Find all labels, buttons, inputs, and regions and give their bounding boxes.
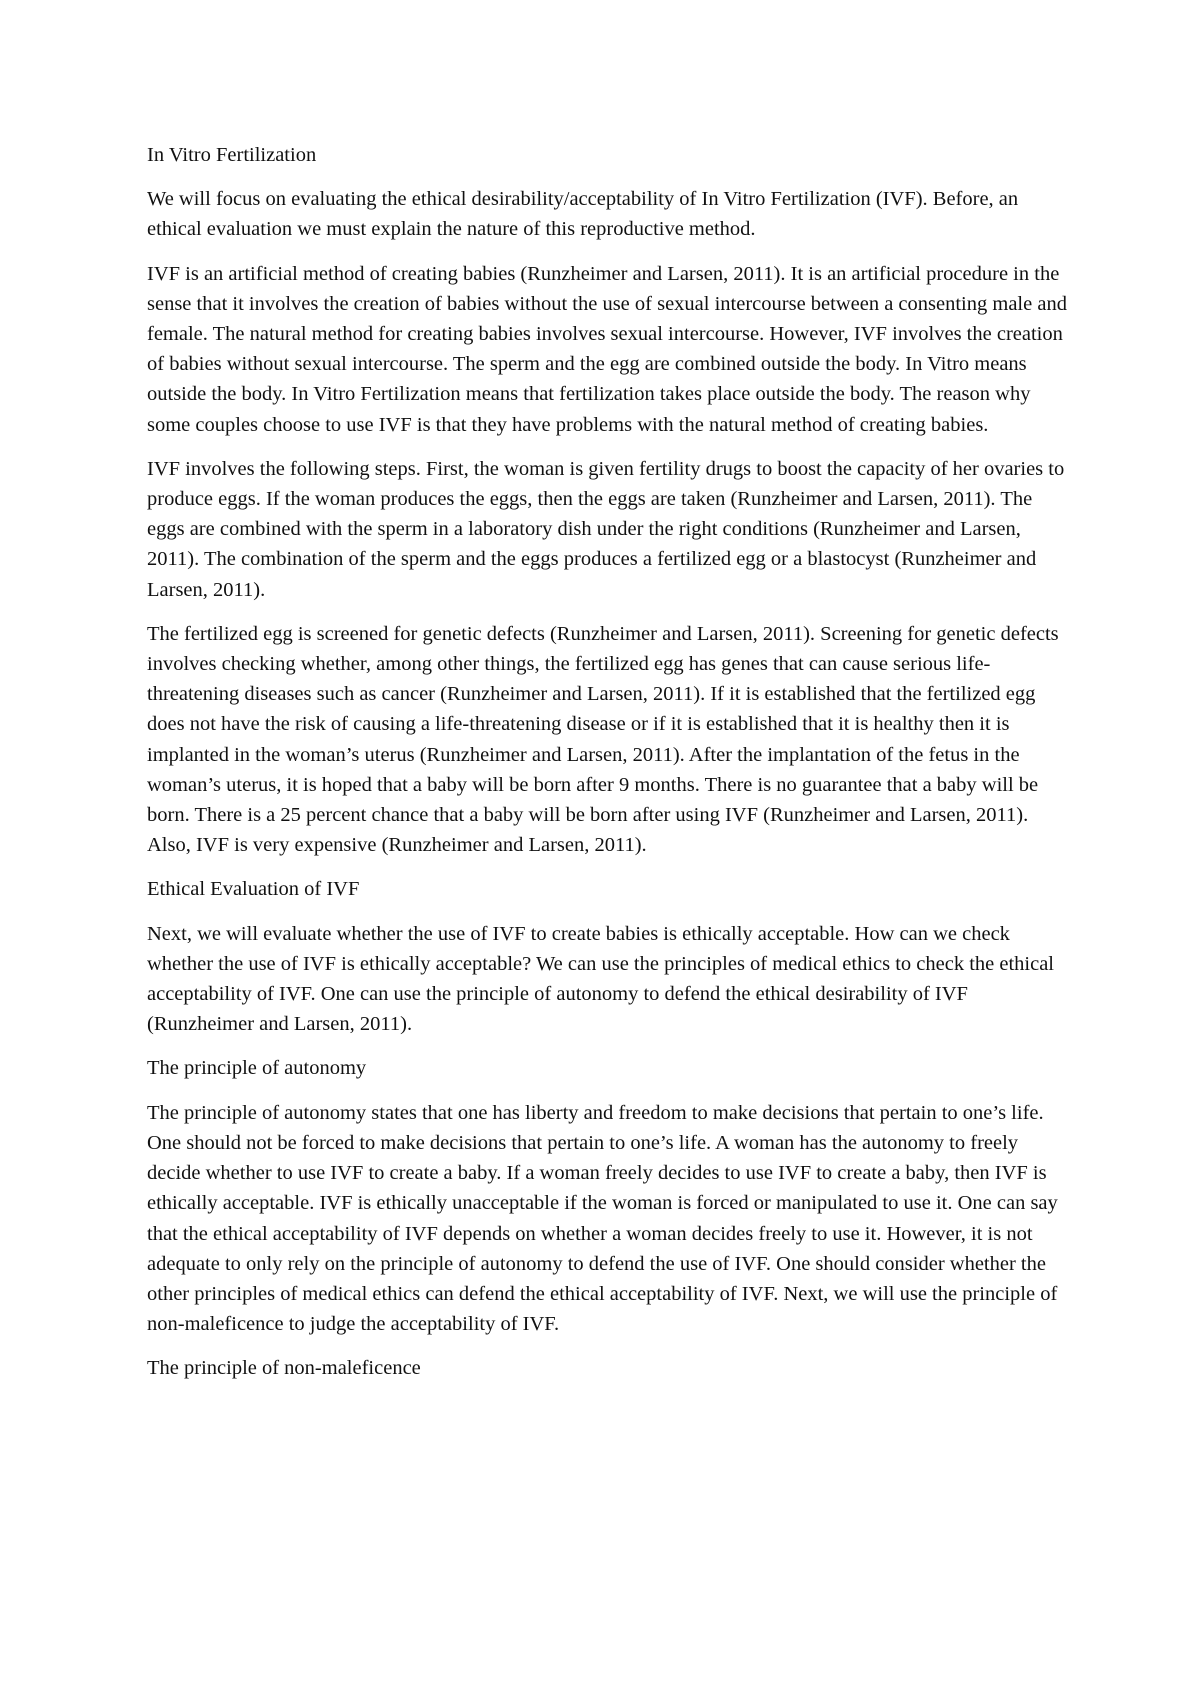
ethical-evaluation-paragraph: Next, we will evaluate whether the use of IVF to create babies is ethically acceptable. How can we check whether the use of IVF is ethically acceptable? We can use the principles of medical ethics to check the ethical acceptability of IVF. One can use the principle of autonomy to defend the ethical desirability of IVF (Runzheimer and Larsen, 2011).: [147, 922, 1055, 1036]
ethical-evaluation-heading: Ethical Evaluation of IVF: [147, 878, 360, 901]
steps-paragraph: IVF involves the following steps. First, the woman is given fertility drugs to boost the capacity of her ovaries to produce eggs. If the woman produces the eggs, then the eggs are taken (Runzheimer and Larsen, 2011). The eggs are combined with the sperm in a laboratory dish under the right conditions (Runzheimer and Larsen, 2011). The combination of the sperm and the eggs produces a fertilized egg or a blastocyst (Runzheimer and Larsen, 2011).: [147, 457, 1065, 601]
intro-paragraph: We will focus on evaluating the ethical desirability/acceptability of In Vitro Fertilization (IVF). Before, an ethical evaluation we must explain the nature of this reproductive method.: [147, 188, 1019, 241]
definition-paragraph: IVF is an artificial method of creating babies (Runzheimer and Larsen, 2011). It is an artificial procedure in the sense that it involves the creation of babies without the use of sexual intercourse between a consenting male and female. The natural method for creating babies involves sexual intercourse. However, IVF involves the creation of babies without sexual intercourse. The sperm and the egg are combined outside the body. In Vitro means outside the body. In Vitro Fertilization means that fertilization takes place outside the body. The reason why some couples choose to use IVF is that they have problems with the natural method of creating babies.: [147, 262, 1067, 436]
autonomy-heading: The principle of autonomy: [147, 1057, 367, 1080]
document-title: In Vitro Fertilization: [147, 144, 317, 166]
non-maleficence-heading: The principle of non-maleficence: [147, 1357, 421, 1380]
autonomy-paragraph: The principle of autonomy states that one has liberty and freedom to make decisions that pertain to one’s life. One should not be forced to make decisions that pertain to one’s life. A woman has the autonomy to freely decide whether to use IVF to create a baby. If a woman freely decides to use IVF to create a baby, then IVF is ethically acceptable. IVF is ethically unacceptable if the woman is forced or manipulated to use it. One can say that the ethical acceptability of IVF depends on whether a woman decides freely to use it. However, it is not adequate to only rely on the principle of autonomy to defend the use of IVF. One should consider whether the other principles of medical ethics can defend the ethical acceptability of IVF. Next, we will use the principle of non-maleficence to judge the acceptability of IVF.: [147, 1101, 1058, 1336]
document-page: [147, 140, 1072, 1398]
screening-paragraph: The fertilized egg is screened for genetic defects (Runzheimer and Larsen, 2011). Screening for genetic defects involves checking whether, among other things, the fertilized egg has genes that can cause serious life-threatening diseases such as cancer (Runzheimer and Larsen, 2011). If it is established that the fertilized egg does not have the risk of causing a life-threatening disease or if it is established that it is healthy then it is implanted in the woman’s uterus (Runzheimer and Larsen, 2011). After the implantation of the fetus in the woman’s uterus, it is hoped that a baby will be born after 9 months. There is no guarantee that a baby will be born. There is a 25 percent chance that a baby will be born after using IVF (Runzheimer and Larsen, 2011). Also, IVF is very expensive (Runzheimer and Larsen, 2011).: [147, 622, 1059, 857]
